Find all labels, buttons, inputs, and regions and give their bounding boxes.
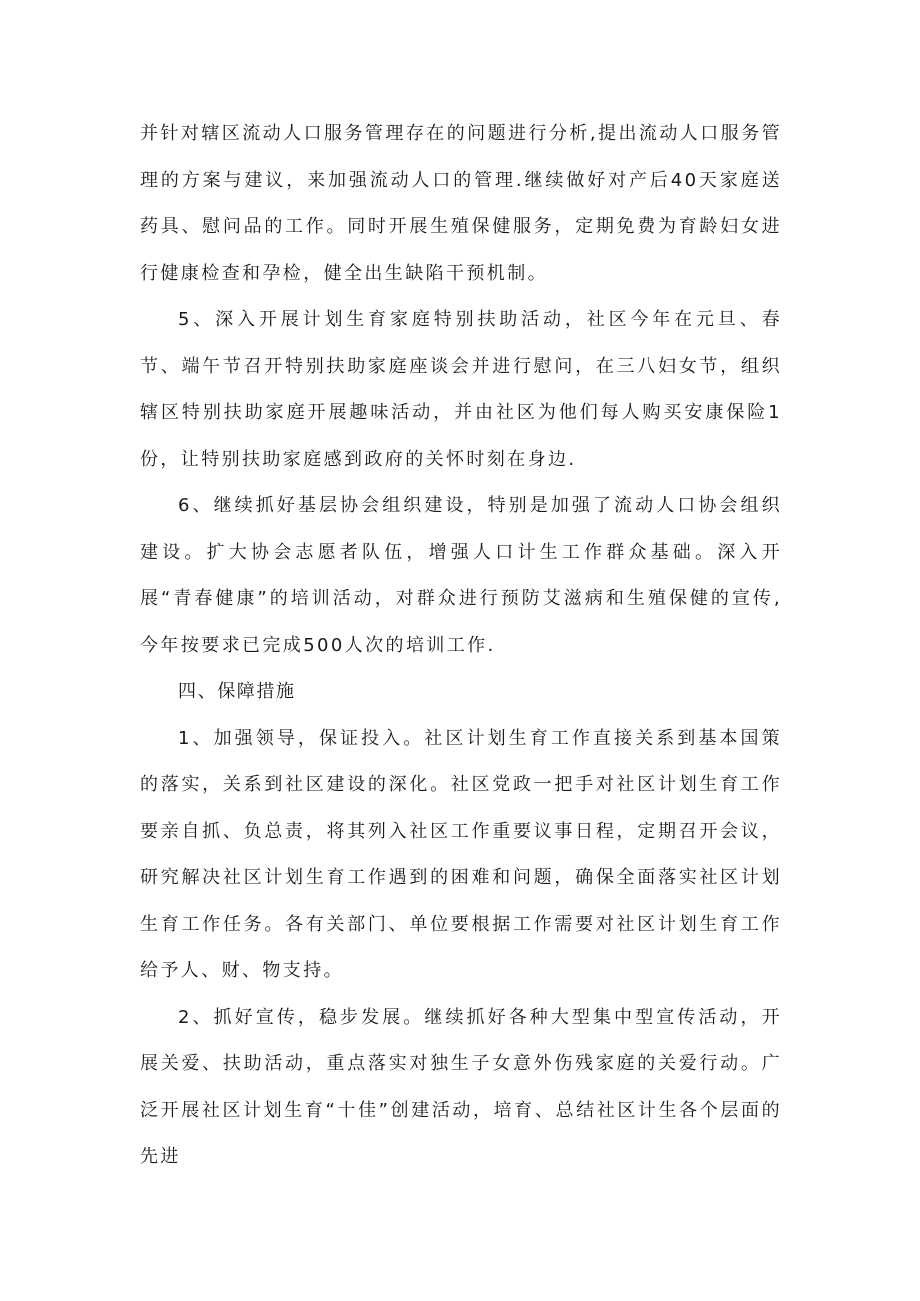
paragraph-measure-2: 2、抓好宣传，稳步发展。继续抓好各种大型集中型宣传活动，开展关爱、扶助活动，重点落实对独生子女意外伤残家庭的关爱行动。广泛开展社区计划生育“十佳”创建活动，培育、总结社区计生各个层面的先进 xyxy=(140,1006,782,1167)
paragraph-item-6: 6、继续抓好基层协会组织建设，特别是加强了流动人口协会组织建设。扩大协会志愿者队伍，增强人口计生工作群众基础。深入开展“青春健康”的培训活动，对群众进行预防艾滋病和生殖保健的宣传,今年按要求已完成500人次的培训工作. xyxy=(140,495,782,656)
document-body xyxy=(140,111,782,1181)
paragraph-continuation: 并针对辖区流动人口服务管理存在的问题进行分析,提出流动人口服务管理的方案与建议，来加强流动人口的管理.继续做好对产后40天家庭送药具、慰问品的工作。同时开展生殖保健服务，定期免费为育龄妇女进行健康检查和孕检，健全出生缺陷干预机制。 xyxy=(140,123,782,284)
paragraph-measure-1: 1、加强领导，保证投入。社区计划生育工作直接关系到基本国策的落实，关系到社区建设的深化。社区党政一把手对社区计划生育工作要亲自抓、负总责，将其列入社区工作重要议事日程，定期召开会议，研究解决社区计划生育工作遇到的困难和问题，确保全面落实社区计划生育工作任务。各有关部门、单位要根据工作需要对社区计划生育工作给予人、财、物支持。 xyxy=(140,727,782,981)
section-heading: 四、保障措施 xyxy=(178,681,296,702)
paragraph-item-5: 5、深入开展计划生育家庭特别扶助活动，社区今年在元旦、春节、端午节召开特别扶助家庭座谈会并进行慰问，在三八妇女节，组织辖区特别扶助家庭开展趣味活动，并由社区为他们每人购买安康保险1份，让特别扶助家庭感到政府的关怀时刻在身边. xyxy=(140,309,782,470)
